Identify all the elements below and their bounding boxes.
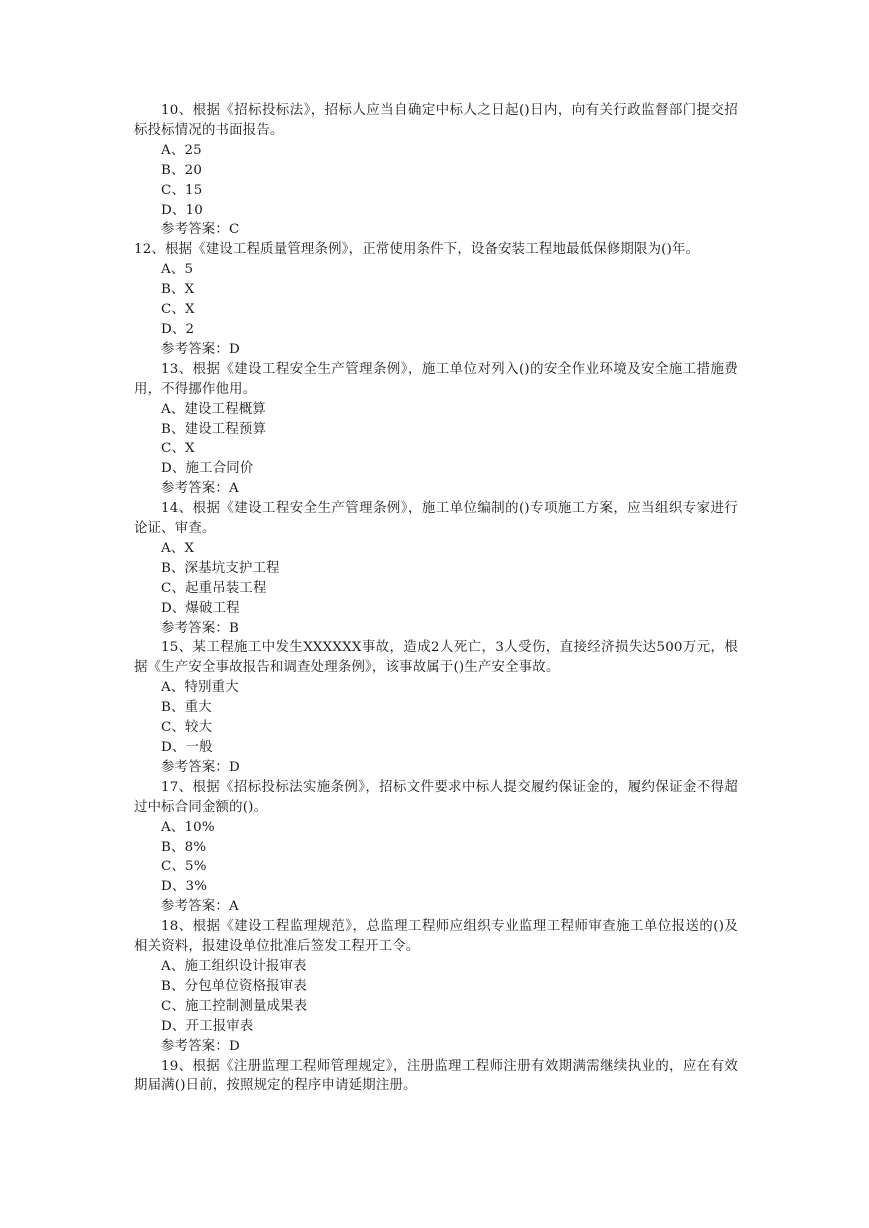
answer-option: D、爆破工程 xyxy=(161,600,240,616)
answer-option: C、起重吊装工程 xyxy=(161,580,267,596)
question-block xyxy=(134,917,738,1056)
reference-answer: 参考答案：D xyxy=(161,1038,240,1054)
question-stem: 18、根据《建设工程监理规范》，总监理工程师应组织专业监理工程师审查施工单位报送的()及相关资料，报建设单位批准后签发工程开工令。 xyxy=(134,919,738,955)
answer-option: C、5% xyxy=(161,859,207,875)
reference-answer: 参考答案：A xyxy=(161,899,239,915)
answer-option: C、较大 xyxy=(161,720,213,736)
question-list xyxy=(134,101,738,1096)
answer-option: B、8% xyxy=(161,839,207,855)
answer-option: B、建设工程预算 xyxy=(161,421,267,437)
answer-option: B、重大 xyxy=(161,700,212,716)
answer-option: D、10 xyxy=(161,202,203,218)
answer-option: D、施工合同价 xyxy=(161,461,254,477)
question-stem: 17、根据《招标投标法实施条例》，招标文件要求中标人提交履约保证金的，履约保证金不得超过中标合同金额的()。 xyxy=(134,779,738,815)
answer-option: A、施工组织设计报审表 xyxy=(161,958,307,974)
reference-answer: 参考答案：C xyxy=(161,222,240,238)
answer-option: A、特别重大 xyxy=(161,680,239,696)
reference-answer: 参考答案：D xyxy=(161,341,240,357)
answer-option: C、X xyxy=(161,302,195,318)
question-block xyxy=(134,101,738,240)
answer-option: A、10% xyxy=(161,819,215,835)
answer-option: C、15 xyxy=(161,182,203,198)
question-stem: 10、根据《招标投标法》，招标人应当自确定中标人之日起()日内，向有关行政监督部门提交招标投标情况的书面报告。 xyxy=(134,103,738,138)
answer-option: A、5 xyxy=(161,262,194,278)
answer-option: D、3% xyxy=(161,879,208,895)
answer-option: A、X xyxy=(161,540,195,556)
question-block xyxy=(134,638,738,777)
answer-option: B、X xyxy=(161,282,195,298)
question-stem: 14、根据《建设工程安全生产管理条例》，施工单位编制的()专项施工方案，应当组织专家进行论证、审查。 xyxy=(134,501,738,537)
reference-answer: 参考答案：D xyxy=(161,759,240,775)
question-stem: 12、根据《建设工程质量管理条例》，正常使用条件下，设备安装工程地最低保修期限为()年。 xyxy=(134,242,700,258)
question-block xyxy=(134,1057,738,1097)
answer-option: A、25 xyxy=(161,142,202,158)
answer-option: B、深基坑支护工程 xyxy=(161,560,280,576)
question-stem: 15、某工程施工中发生XXXXXX事故，造成2人死亡，3人受伤，直接经济损失达500万元，根据《生产安全事故报告和调查处理条例》，该事故属于()生产安全事故。 xyxy=(134,640,738,676)
answer-option: A、建设工程概算 xyxy=(161,401,267,417)
reference-answer: 参考答案：A xyxy=(161,481,239,497)
answer-option: D、开工报审表 xyxy=(161,1018,254,1034)
question-block xyxy=(134,778,738,917)
answer-option: D、2 xyxy=(161,321,195,337)
question-block xyxy=(134,360,738,499)
question-block xyxy=(134,499,738,638)
answer-option: C、施工控制测量成果表 xyxy=(161,998,308,1014)
answer-option: B、20 xyxy=(161,162,203,178)
answer-option: B、分包单位资格报审表 xyxy=(161,978,307,994)
question-stem: 19、根据《注册监理工程师管理规定》，注册监理工程师注册有效期满需继续执业的，应在有效期届满()日前，按照规定的程序申请延期注册。 xyxy=(134,1058,738,1094)
question-block xyxy=(134,240,738,359)
answer-option: C、X xyxy=(161,441,195,457)
question-stem: 13、根据《建设工程安全生产管理条例》，施工单位对列入()的安全作业环境及安全施工措施费用，不得挪作他用。 xyxy=(134,361,738,397)
reference-answer: 参考答案：B xyxy=(161,620,239,636)
answer-option: D、一般 xyxy=(161,740,213,755)
